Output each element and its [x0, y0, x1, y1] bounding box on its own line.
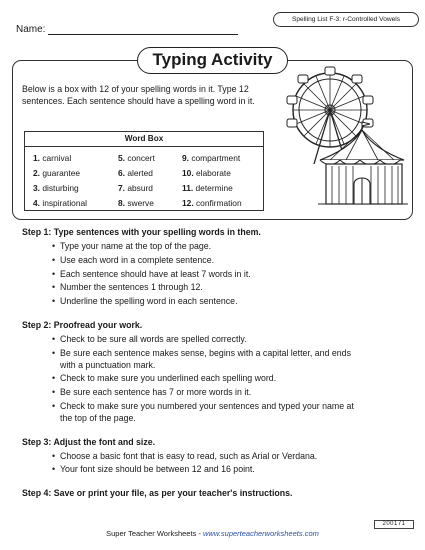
- step-heading: Step 3: Adjust the font and size.: [22, 436, 156, 447]
- word-box: [24, 131, 264, 211]
- step-bullet: • Check to be sure all words are spelled correctly.: [60, 334, 417, 346]
- word-column-3: [182, 152, 242, 212]
- step-bullet: • Type your name at the top of the page.: [60, 241, 417, 253]
- spelling-list-badge: Spelling List F-3: r-Controlled Vowels: [273, 12, 419, 27]
- page-title: Typing Activity: [137, 47, 288, 74]
- instructions: [22, 226, 417, 510]
- step-2: [22, 319, 417, 425]
- word-item: 11. determine: [182, 183, 233, 193]
- word-item: 2. guarantee: [33, 168, 81, 178]
- step-heading: Step 4: Save or print your file, as per your teacher's instructions.: [22, 488, 293, 499]
- step-bullet: • Be sure each sentence has 7 or more words in it.: [60, 387, 417, 399]
- word-item: 8. swerve: [118, 198, 154, 208]
- word-item: 1. carnival: [33, 153, 72, 163]
- word-item: 12. confirmation: [182, 198, 242, 208]
- word-box-title: Word Box: [25, 132, 263, 147]
- step-heading: Step 2: Proofread your work.: [22, 319, 143, 330]
- worksheet-code: 200171: [374, 520, 414, 529]
- footer: [0, 529, 425, 538]
- step-4: [22, 487, 417, 499]
- footer-text: Super Teacher Worksheets -: [106, 529, 203, 538]
- word-item: 4. inspirational: [33, 198, 88, 208]
- word-item: 9. compartment: [182, 153, 241, 163]
- word-item: 5. concert: [118, 153, 155, 163]
- step-3: [22, 436, 417, 477]
- step-bullet: • Number the sentences 1 through 12.: [60, 282, 417, 294]
- step-bullet: • Be sure each sentence makes sense, begins with a capital letter, and ends with a punctuation mark.: [60, 348, 417, 372]
- name-label: Name:: [16, 24, 46, 35]
- step-bullet: • Use each word in a complete sentence.: [60, 255, 417, 267]
- step-bullet: • Check to make sure you underlined each spelling word.: [60, 373, 417, 385]
- word-item: 3. disturbing: [33, 183, 79, 193]
- word-item: 7. absurd: [118, 183, 153, 193]
- name-line: [48, 34, 238, 35]
- word-column-1: [33, 152, 87, 212]
- step-1: [22, 226, 417, 308]
- step-bullet: • Underline the spelling word in each sentence.: [60, 296, 417, 308]
- step-heading: Step 1: Type sentences with your spelling words in them.: [22, 227, 261, 237]
- word-item: 6. alerted: [118, 168, 153, 178]
- word-column-2: [118, 152, 155, 212]
- ferris-wheel-and-circus-tent-icon: [274, 66, 410, 216]
- step-bullet: • Choose a basic font that is easy to read, such as Arial or Verdana.: [60, 451, 417, 463]
- intro-text: Below is a box with 12 of your spelling words in it. Type 12 sentences. Each sentence should have a spelling word in it.: [22, 84, 255, 107]
- step-bullet: • Each sentence should have at least 7 words in it.: [60, 269, 417, 281]
- word-item: 10. elaborate: [182, 168, 231, 178]
- step-bullet: • Check to make sure you numbered your sentences and typed your name at the top of the page.: [60, 401, 417, 425]
- footer-link[interactable]: www.superteacherworksheets.com: [202, 529, 319, 538]
- step-bullet: • Your font size should be between 12 and 16 point.: [60, 464, 417, 476]
